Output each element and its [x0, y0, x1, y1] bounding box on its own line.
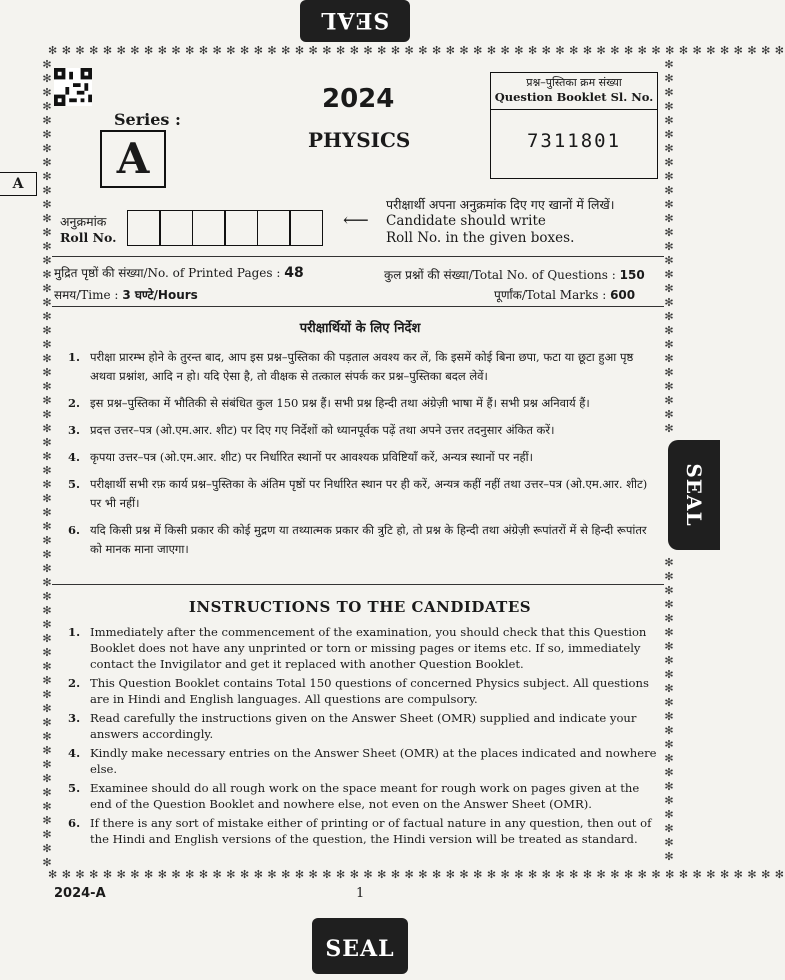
roll-label	[60, 214, 116, 246]
list-item: 2. इस प्रश्न–पुस्तिका में भौतिकी से संबंधित कुल 150 प्रश्न हैं। सभी प्रश्न हिन्दी तथा अंग्रेज़ी भाषा में हैं। सभी प्रश्न अनिवार्य हैं।	[68, 396, 590, 410]
qr-code	[54, 68, 92, 106]
list-item: 5. Examinee should do all rough work on the space meant for rough work on pages given at the end of the Question Booklet and nowhere else, not even on the Answer Sheet (OMR).	[68, 781, 640, 811]
english-instructions-title: INSTRUCTIONS TO THE CANDIDATES	[188, 598, 532, 616]
roll-note	[386, 196, 614, 247]
roll-label-hindi: अनुक्रमांक	[60, 214, 107, 229]
roll-digit-box[interactable]	[289, 210, 323, 246]
seal-bottom: SEAL	[312, 918, 408, 974]
list-item: 2. This Question Booklet contains Total 150 questions of concerned Physics subject. All questions are in Hindi and English languages. All questions are compulsory.	[68, 676, 649, 706]
series-side-tab: A	[0, 172, 37, 196]
list-item: 1. Immediately after the commencement of the examination, you should check that this Question Booklet does not have any unprinted or torn or missing pages or items etc. If so, immediately contact the Invigilator and get it replaced with another Question Booklet.	[68, 625, 647, 671]
roll-note-english-1: Candidate should write	[386, 213, 546, 229]
divider	[52, 584, 664, 585]
border-right-lower: ✻✻✻✻✻✻✻✻✻✻✻✻✻✻✻✻✻✻✻✻✻✻	[664, 556, 674, 863]
booklet-label-english: Question Booklet Sl. No.	[494, 90, 654, 104]
series-letter: A	[100, 130, 166, 188]
divider	[52, 256, 664, 257]
divider	[52, 306, 664, 307]
roll-label-english: Roll No.	[60, 230, 117, 245]
list-item: 4. Kindly make necessary entries on the Answer Sheet (OMR) at the places indicated and nowhere else.	[68, 746, 657, 776]
roll-digit-box[interactable]	[192, 210, 226, 246]
list-item: 3. प्रदत्त उत्तर–पत्र (ओ.एम.आर. शीट) पर दिए गए निर्देशों को ध्यानपूर्वक पढ़ें तथा अपने उत्तर तदनुसार अंकित करें।	[68, 423, 555, 437]
booklet-label-hindi: प्रश्न–पुस्तिका क्रम संख्या	[526, 76, 622, 89]
roll-digit-box[interactable]	[127, 210, 161, 246]
roll-note-hindi: परीक्षार्थी अपना अनुक्रमांक दिए गए खानों में लिखें।	[386, 197, 615, 212]
left-arrow-icon: ⟵	[343, 210, 369, 231]
booklet-number: 7311801	[490, 110, 658, 179]
roll-number-boxes[interactable]	[128, 210, 323, 246]
roll-digit-box[interactable]	[159, 210, 193, 246]
border-right-upper: ✻✻✻✻✻✻✻✻✻✻✻✻✻✻✻✻✻✻✻✻✻✻✻✻✻✻✻	[664, 58, 674, 435]
total-marks: पूर्णांक/Total Marks : 600	[494, 288, 636, 302]
list-item: 1. परीक्षा प्रारम्भ होने के तुरन्त बाद, आप इस प्रश्न–पुस्तिका की पड़ताल अवश्य कर लें, कि इसमें कोई बिना छपा, फटा या छूटा हुआ पृष्ठ अथवा प्रश्नांश, आदि न हो। यदि ऐसा है, तो वीक्षक से तत्काल संपर्क कर प्रश्न–पुस्तिका बदल लेवें।	[68, 350, 634, 383]
hindi-instructions-list	[68, 348, 658, 567]
seal-side: SEAL	[668, 440, 720, 550]
exam-year: 2024	[322, 84, 395, 114]
list-item: 6. If there is any sort of mistake either of printing or of factual nature in any question, then out of the Hindi and English versions of the question, the Hindi version will be treated as standard.	[68, 816, 652, 846]
booklet-serial-box	[490, 72, 658, 186]
roll-digit-box[interactable]	[257, 210, 291, 246]
booklet-code: 2024-A	[54, 886, 106, 901]
list-item: 5. परीक्षार्थी सभी रफ़ कार्य प्रश्न–पुस्तिका के अंतिम पृष्ठों पर निर्धारित स्थान पर ही करें, अन्यत्र कहीं नहीं तथा उत्तर–पत्र (ओ.एम.आर. शीट) पर भी नहीं।	[68, 477, 648, 510]
list-item: 4. कृपया उत्तर–पत्र (ओ.एम.आर. शीट) पर निर्धारित स्थानों पर आवश्यक प्रविष्टियाँ करें, अन्यत्र स्थानों पर नहीं।	[68, 450, 533, 464]
printed-pages: मुद्रित पृष्ठों की संख्या/No. of Printed Pages : 48	[54, 265, 304, 281]
subject-title: PHYSICS	[308, 128, 411, 152]
english-instructions-list	[68, 624, 658, 850]
list-item: 6. यदि किसी प्रश्न में किसी प्रकार की कोई मुद्रण या तथ्यात्मक प्रकार की त्रुटि हो, तो प्रश्न के हिन्दी तथा अंग्रेज़ी रूपांतरों में से हिन्दी रूपांतर को मानक माना जाएगा।	[68, 523, 647, 556]
seal-top: SEAL	[300, 0, 410, 42]
page-number: 1	[356, 886, 365, 901]
time-allowed: समय/Time : 3 घण्टे/Hours	[54, 288, 198, 302]
border-bottom: ✻ ✻ ✻ ✻ ✻ ✻ ✻ ✻ ✻ ✻ ✻ ✻ ✻ ✻ ✻ ✻ ✻ ✻ ✻ ✻ ✻ ✻ ✻ ✻ ✻ ✻ ✻ ✻ ✻ ✻ ✻ ✻ ✻ ✻ ✻ ✻ ✻ ✻ ✻ ✻ ✻ ✻ ✻ ✻ ✻ ✻ ✻ ✻ ✻ ✻ ✻ ✻ ✻ ✻	[48, 868, 785, 881]
series-label: Series :	[114, 110, 181, 129]
total-questions: कुल प्रश्नों की संख्या/Total No. of Questions : 150	[384, 268, 645, 282]
roll-digit-box[interactable]	[224, 210, 258, 246]
hindi-instructions-title: परीक्षार्थियों के लिए निर्देश	[299, 321, 421, 336]
border-left: ✻✻✻✻✻✻✻✻✻✻✻✻✻✻✻✻✻✻✻✻✻✻✻✻✻✻✻✻✻✻✻✻✻✻✻✻✻✻✻✻✻✻✻✻✻✻✻✻✻✻✻✻✻✻✻✻✻✻	[42, 58, 52, 869]
border-top: ✻ ✻ ✻ ✻ ✻ ✻ ✻ ✻ ✻ ✻ ✻ ✻ ✻ ✻ ✻ ✻ ✻ ✻ ✻ ✻ ✻ ✻ ✻ ✻ ✻ ✻ ✻ ✻ ✻ ✻ ✻ ✻ ✻ ✻ ✻ ✻ ✻ ✻ ✻ ✻ ✻ ✻ ✻ ✻ ✻ ✻ ✻ ✻ ✻ ✻ ✻ ✻ ✻ ✻	[48, 44, 785, 57]
roll-note-english-2: Roll No. in the given boxes.	[386, 230, 575, 246]
list-item: 3. Read carefully the instructions given on the Answer Sheet (OMR) supplied and indicate your answers accordingly.	[68, 711, 637, 741]
